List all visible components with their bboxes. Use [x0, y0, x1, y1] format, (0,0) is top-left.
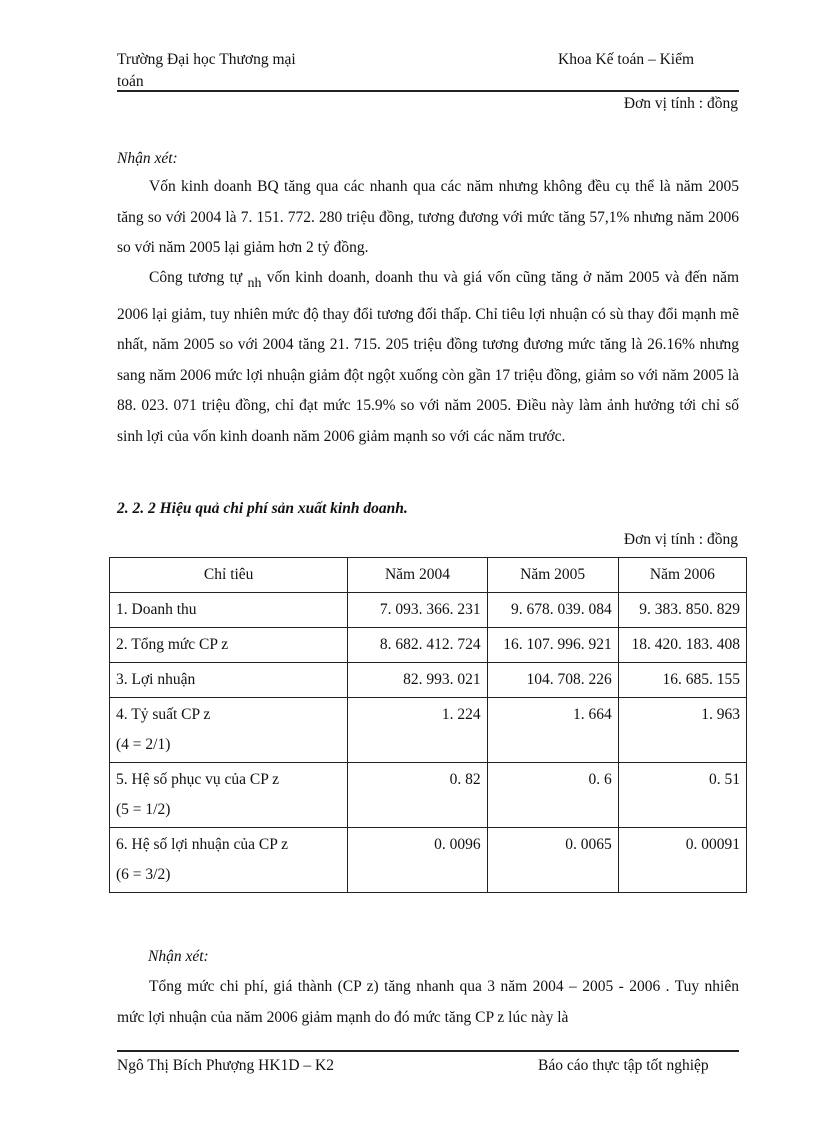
- header-right: Khoa Kế toán – Kiểm: [558, 51, 695, 68]
- remark-paragraph-1: Vốn kinh doanh BQ tăng qua các nhanh qua các năm nhưng không đều cụ thể là năm 2005 tăng so với 2004 là 7. 151. 772. 280 triệu đồng, tương đương với mức tăng 57,1% nhưng năm 2006 so với năm 2005 lại giảm hơn 2 tỷ đồng.: [117, 178, 739, 257]
- row-label-cell: 4. Tỷ suất CP z (4 = 2/1): [110, 698, 348, 763]
- table-row: [110, 698, 747, 763]
- header-left: [117, 49, 347, 93]
- header-school: Trường Đại học Thương mại: [117, 51, 296, 68]
- value-cell-2005: 0. 6: [487, 763, 618, 828]
- value-cell-2006: 18. 420. 183. 408: [618, 628, 746, 663]
- row-label-cell: 1. Doanh thu: [110, 593, 348, 628]
- header-cell: Chỉ tiêu: [110, 558, 348, 593]
- section-title: 2. 2. 2 Hiệu quả chi phí sản xuất kinh doanh.: [117, 500, 408, 517]
- value-cell-2006: 16. 685. 155: [618, 663, 746, 698]
- value-cell-2006: 0. 51: [618, 763, 746, 828]
- table-header-row: [110, 558, 747, 593]
- value-cell-2006: 1. 963: [618, 698, 746, 763]
- header-cell: Năm 2005: [487, 558, 618, 593]
- header-cell: Năm 2006: [618, 558, 746, 593]
- value-cell-2004: 82. 993. 021: [348, 663, 487, 698]
- value-cell-2005: 1. 664: [487, 698, 618, 763]
- row-label-cell: 2. Tổng mức CP z: [110, 628, 348, 663]
- value-cell-2006: 0. 00091: [618, 828, 746, 893]
- footer-report-title: Báo cáo thực tập tốt nghiệp: [538, 1057, 709, 1074]
- value-cell-2004: 1. 224: [348, 698, 487, 763]
- header-rule: [117, 90, 739, 92]
- cost-efficiency-table: [109, 557, 747, 893]
- remark-paragraph-2: Công tương tự nh vốn kinh doanh, doanh thu và giá vốn cũng tăng ở năm 2005 và đến năm 2006 lại giảm, tuy nhiên mức độ thay đổi tương đối thấp. Chỉ tiêu lợi nhuận có sù thay đổi mạnh mẽ nhất, năm 2005 so với 2004 tăng 21. 715. 205 triệu đồng tương đương mức tăng là 26.16% nhưng sang năm 2006 mức lợi nhuận giảm đột ngột xuống còn gần 17 triệu đồng, giảm so với năm 2005 là 88. 023. 071 triệu đồng, chỉ đạt mức 15.9% so với năm 2005. Điều này làm ảnh hưởng tới chỉ số sinh lợi của vốn kinh doanh năm 2006 giảm mạnh so với các năm trước.: [117, 269, 740, 445]
- value-cell-2005: 16. 107. 996. 921: [487, 628, 618, 663]
- value-cell-2005: 0. 0065: [487, 828, 618, 893]
- row-label-cell: 5. Hệ số phục vụ của CP z (5 = 1/2): [110, 763, 348, 828]
- value-cell-2004: 0. 82: [348, 763, 487, 828]
- table-row: [110, 663, 747, 698]
- value-cell-2006: 9. 383. 850. 829: [618, 593, 746, 628]
- remark-paragraph-3: Tổng mức chi phí, giá thành (CP z) tăng nhanh qua 3 năm 2004 – 2005 - 2006 . Tuy nhiên mức lợi nhuận của năm 2006 giảm mạnh do đó mức tăng CP z lúc này là: [117, 978, 739, 1026]
- footer-rule: [117, 1050, 739, 1052]
- remark-label-2: Nhận xét:: [148, 948, 209, 965]
- table-row: [110, 828, 747, 893]
- row-label-cell: 3. Lợi nhuận: [110, 663, 348, 698]
- footer-author: Ngô Thị Bích Phượng HK1D – K2: [117, 1057, 334, 1074]
- header-wrap: toán: [117, 73, 144, 90]
- value-cell-2004: 0. 0096: [348, 828, 487, 893]
- row-label-cell: 6. Hệ số lợi nhuận của CP z (6 = 3/2): [110, 828, 348, 893]
- value-cell-2004: 7. 093. 366. 231: [348, 593, 487, 628]
- table-row: [110, 593, 747, 628]
- value-cell-2005: 104. 708. 226: [487, 663, 618, 698]
- value-cell-2004: 8. 682. 412. 724: [348, 628, 487, 663]
- unit-label-top: Đơn vị tính : đồng: [623, 95, 738, 112]
- header-cell: Năm 2004: [348, 558, 487, 593]
- table-row: [110, 628, 747, 663]
- value-cell-2005: 9. 678. 039. 084: [487, 593, 618, 628]
- table-row: [110, 763, 747, 828]
- unit-label-table: Đơn vị tính : đồng: [623, 531, 738, 548]
- remark-label: Nhận xét:: [117, 150, 178, 167]
